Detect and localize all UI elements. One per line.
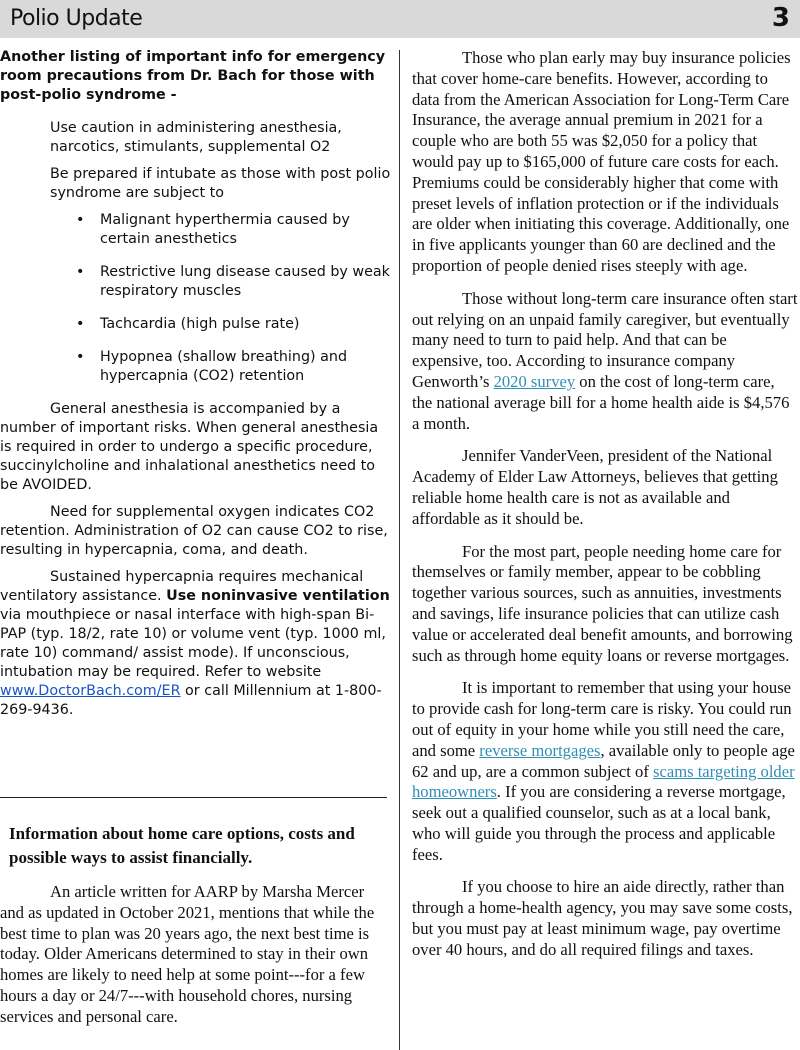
page-header — [0, 0, 800, 38]
bullet-icon: • — [76, 349, 85, 365]
hypercapnia-text: Sustained hypercapnia requires mechanical ventilatory assistance. Use noninvasive ventilation via mouthpiece or nasal interface with high-span Bi-PAP (typ. 18/2, rate 10) or volume vent (typ. 1000 ml, rate 10) command/ assist mode). If unconscious, intubation may be required. Refer to website www.DoctorBach.com/ER or call Millennium at 1-800-269-9436. — [0, 569, 390, 718]
reverse-mortgage-paragraph: It is important to remember that using your house to provide cash for long-term care is risky. You could run out of equity in your home while you still need the care, and some reverse mortgages, available only to people age 62 and up, are a common subject of scams targeting older homeowners. If you are considering a reverse mortgage, seek out a qualified counselor, such as at a local bank, who will guide you through the process and applicable fees. — [412, 678, 795, 864]
ventilation-emphasis: Use noninvasive ventilation — [166, 588, 390, 604]
funding-sources-paragraph: For the most part, people needing home care for themselves or family member, appear to be cobbling together various sources, such as annuities, investments and savings, life insurance policies that can utilize cash value or accelerated deal benefit amounts, and borrowing such as through home equity loans or reverse mortgages. — [412, 541, 793, 665]
aarp-article — [0, 882, 392, 1040]
left-column — [0, 48, 392, 728]
prepared-text: Be prepared if intubate as those with post polio syndrome are subject to — [50, 166, 391, 201]
genworth-survey-link[interactable]: 2020 survey — [493, 371, 576, 391]
newsletter-title: Polio Update — [10, 6, 143, 31]
right-column — [412, 48, 798, 973]
caregiver-paragraph: Those without long-term care insurance often start out relying on an unpaid family caregiver, but eventually many need to turn to paid help. And that can be expensive, too. According to insurance company Genworth’s 2020 survey on the cost of long-term care, the national average bill for a home health aide is $4,576 a month. — [412, 288, 798, 433]
list-item: • Restrictive lung disease caused by weak respiratory muscles — [76, 264, 390, 299]
reverse-mortgages-link[interactable]: reverse mortgages — [479, 740, 601, 760]
list-item: • Malignant hyperthermia caused by certain anesthetics — [76, 212, 350, 247]
bullet-icon: • — [76, 316, 85, 332]
general-anesthesia-text: General anesthesia is accompanied by a number of important risks. When general anesthesia is required in order to undergo a specific procedure, succinylcholine and inhalational anesthetics need to be AVOIDED. — [0, 401, 379, 493]
page-number: 3 — [771, 3, 790, 33]
section-heading: Information about home care options, costs and possible ways to assist financially. — [9, 824, 355, 867]
caution-text: Use caution in administering anesthesia, narcotics, stimulants, supplemental O2 — [50, 120, 342, 155]
scams-link[interactable]: scams targeting older homeowners — [412, 761, 795, 802]
vanderveen-paragraph: Jennifer VanderVeen, president of the National Academy of Elder Law Attorneys, believes that getting reliable home health care is not as available and affordable as it should be. — [412, 446, 778, 528]
column-divider — [399, 50, 400, 1050]
list-item: • Tachcardia (high pulse rate) — [76, 316, 300, 332]
insurance-paragraph: Those who plan early may buy insurance policies that cover home-care benefits. However, according to data from the American Association for Long-Term Care Insurance, the average annual premium in 2021 for a couple who are both 55 was $2,050 for a policy that would pay up to $165,000 of future care costs for each. Premiums could be considerably higher that come with preset levels of inflation protection or if the individuals are older when initiating this coverage. Additionally, one in five applicants younger than 60 are declined and the proportion of people denied rises steeply with age. — [412, 48, 791, 275]
section-divider — [0, 797, 387, 798]
er-intro: Another listing of important info for emergency room precautions from Dr. Bach for those with post-polio syndrome - — [0, 49, 386, 103]
bullet-icon: • — [76, 264, 85, 280]
aarp-paragraph: An article written for AARP by Marsha Mercer and as updated in October 2021, mentions that while the best time to plan was 20 years ago, the next best time is today. Older Americans determined to stay in their own homes are likely to need help at some point---for a few hours a day or 24/7---with household chores, nursing services and personal care. — [0, 882, 375, 1026]
risk-list — [0, 211, 392, 386]
hire-aide-paragraph: If you choose to hire an aide directly, rather than through a home-health agency, you may save some costs, but you must pay at least minimum wage, pay overtime over 40 hours, and do all required filings and taxes. — [412, 877, 793, 959]
doctorbach-link[interactable]: www.DoctorBach.com/ER — [0, 683, 181, 699]
oxygen-text: Need for supplemental oxygen indicates CO2 retention. Administration of O2 can cause CO2 to rise, resulting in hypercapnia, coma, and death. — [0, 504, 388, 558]
list-item: • Hypopnea (shallow breathing) and hypercapnia (CO2) retention — [76, 349, 348, 384]
bullet-icon: • — [76, 212, 85, 228]
